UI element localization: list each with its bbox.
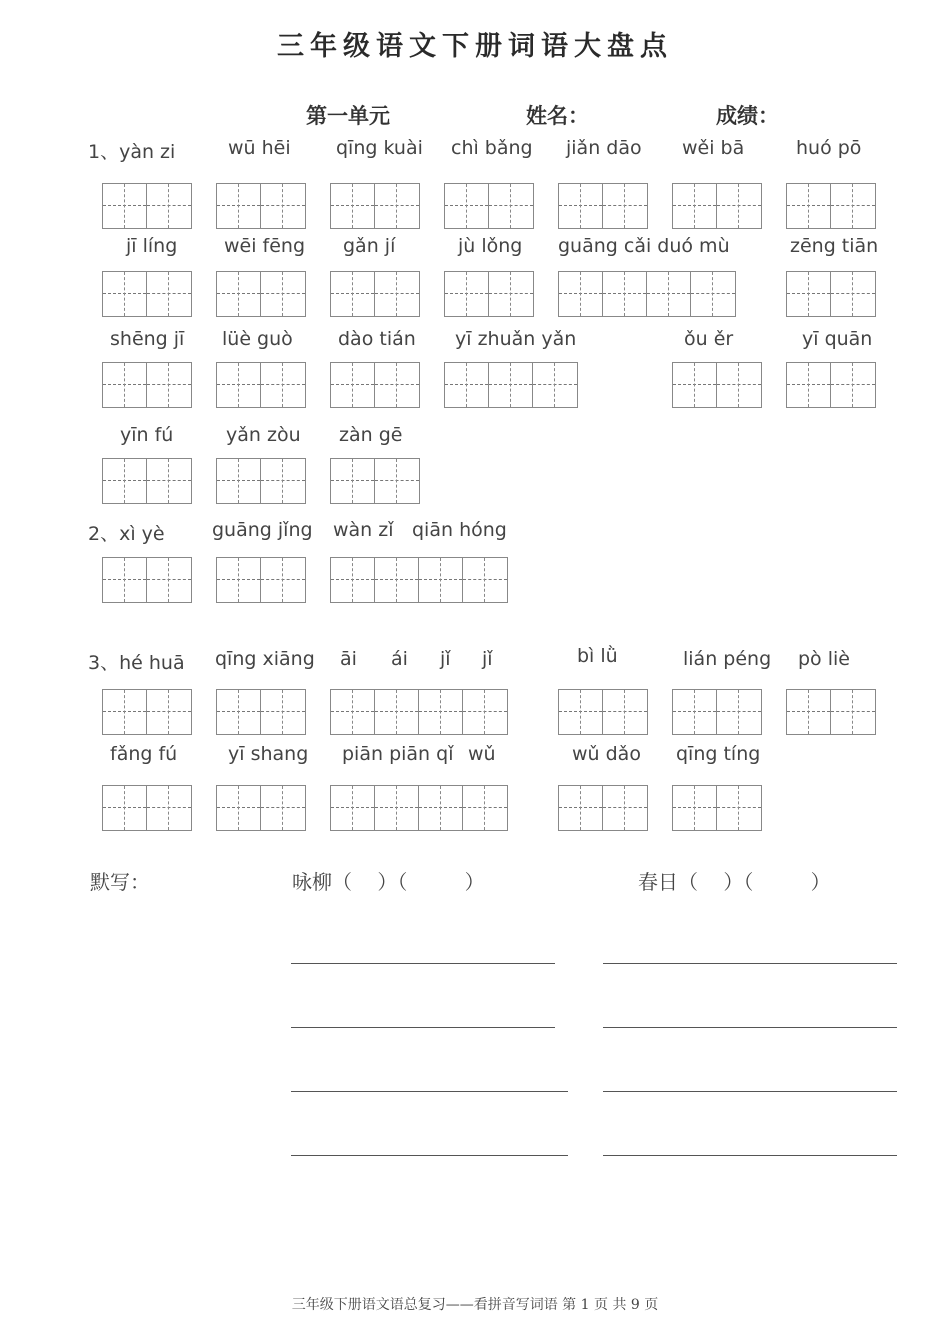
answer-line[interactable] [603, 1091, 897, 1092]
pinyin-label: pò liè [798, 648, 850, 670]
writing-grid[interactable] [672, 689, 762, 735]
pinyin-label: 2、xì yè [88, 523, 165, 545]
writing-grid[interactable] [216, 557, 306, 603]
writing-grid[interactable] [330, 271, 420, 317]
pinyin-label: wǔ [468, 743, 496, 765]
writing-grid[interactable] [444, 362, 578, 408]
answer-line[interactable] [291, 1091, 568, 1092]
pinyin-label: guāng jǐng [212, 519, 313, 541]
writing-grid[interactable] [330, 183, 420, 229]
pinyin-label: fǎng fú [110, 743, 178, 765]
poem-title-yongliu: 咏柳（ ）（ ） [292, 870, 485, 894]
writing-grid[interactable] [330, 362, 420, 408]
writing-grid[interactable] [330, 557, 508, 603]
pinyin-label: qīng kuài [336, 137, 423, 159]
pinyin-label: wǔ dǎo [572, 743, 641, 765]
writing-grid[interactable] [786, 689, 876, 735]
pinyin-label: gǎn jí [343, 235, 396, 257]
writing-grid[interactable] [216, 271, 306, 317]
poem-title-chunri: 春日（ ）（ ） [638, 870, 831, 894]
writing-grid[interactable] [216, 183, 306, 229]
pinyin-label: yī quān [802, 328, 873, 350]
writing-grid[interactable] [558, 689, 648, 735]
pinyin-label: qiān hóng [412, 519, 507, 541]
writing-grid[interactable] [102, 458, 192, 504]
pinyin-label: ái [391, 648, 408, 670]
pinyin-label: wēi fēng [224, 235, 306, 257]
writing-grid[interactable] [558, 271, 736, 317]
pinyin-label: jiǎn dāo [566, 137, 642, 159]
writing-grid[interactable] [672, 183, 762, 229]
pinyin-label: jù lǒng [458, 235, 523, 257]
pinyin-label: wàn zǐ [333, 519, 394, 541]
writing-grid[interactable] [216, 689, 306, 735]
pinyin-label: lián péng [683, 648, 772, 670]
pinyin-label: āi [340, 648, 357, 670]
pinyin-label: jǐ [440, 648, 451, 670]
writing-grid[interactable] [330, 785, 508, 831]
pinyin-label: qīng xiāng [215, 648, 315, 670]
pinyin-label: dào tián [338, 328, 416, 350]
writing-grid[interactable] [558, 785, 648, 831]
writing-grid[interactable] [444, 271, 534, 317]
writing-grid[interactable] [102, 183, 192, 229]
writing-grid[interactable] [216, 362, 306, 408]
answer-line[interactable] [603, 963, 897, 964]
answer-line[interactable] [291, 1027, 555, 1028]
answer-line[interactable] [603, 1027, 897, 1028]
writing-grid[interactable] [330, 689, 508, 735]
writing-grid[interactable] [444, 183, 534, 229]
name-label: 姓名： [526, 103, 589, 128]
pinyin-label: yǎn zòu [226, 424, 301, 446]
writing-grid[interactable] [102, 557, 192, 603]
pinyin-label: ǒu ěr [684, 328, 734, 350]
writing-grid[interactable] [102, 689, 192, 735]
unit-label: 第一单元 [306, 103, 390, 128]
writing-grid[interactable] [558, 183, 648, 229]
pinyin-label: 3、hé huā [88, 652, 185, 674]
writing-grid[interactable] [216, 458, 306, 504]
pinyin-label: piān piān qǐ [342, 743, 454, 765]
pinyin-label: guāng cǎi duó mù [558, 235, 730, 257]
pinyin-label: lüè guò [222, 328, 293, 350]
writing-grid[interactable] [786, 271, 876, 317]
writing-grid[interactable] [672, 785, 762, 831]
pinyin-label: yī zhuǎn yǎn [455, 328, 577, 350]
score-label: 成绩： [716, 103, 779, 128]
writing-grid[interactable] [216, 785, 306, 831]
pinyin-label: jī líng [126, 235, 178, 257]
answer-line[interactable] [291, 1155, 568, 1156]
writing-grid[interactable] [102, 271, 192, 317]
writing-grid[interactable] [330, 458, 420, 504]
pinyin-label: huó pō [796, 137, 862, 159]
pinyin-label: jǐ [482, 648, 493, 670]
page-title: 三年级语文下册词语大盘点 [277, 31, 673, 62]
writing-grid[interactable] [786, 183, 876, 229]
writing-grid[interactable] [786, 362, 876, 408]
pinyin-label: 1、yàn zi [88, 141, 176, 163]
pinyin-label: zàn gē [339, 424, 403, 446]
writing-grid[interactable] [102, 362, 192, 408]
writing-grid[interactable] [672, 362, 762, 408]
pinyin-label: yī shang [228, 743, 309, 765]
pinyin-label: qīng tíng [676, 743, 761, 765]
pinyin-label: shēng jī [110, 328, 185, 350]
pinyin-label: chì bǎng [451, 137, 533, 159]
pinyin-label: wū hēi [228, 137, 291, 159]
page-footer: 三年级下册语文语总复习——看拼音写词语 第 1 页 共 9 页 [291, 1297, 659, 1313]
pinyin-label: yīn fú [120, 424, 174, 446]
pinyin-label: bì lǜ [577, 645, 618, 667]
pinyin-label: wěi bā [682, 137, 745, 159]
dictation-label: 默写： [90, 870, 150, 894]
pinyin-label: zēng tiān [790, 235, 879, 257]
writing-grid[interactable] [102, 785, 192, 831]
answer-line[interactable] [291, 963, 555, 964]
answer-line[interactable] [603, 1155, 897, 1156]
